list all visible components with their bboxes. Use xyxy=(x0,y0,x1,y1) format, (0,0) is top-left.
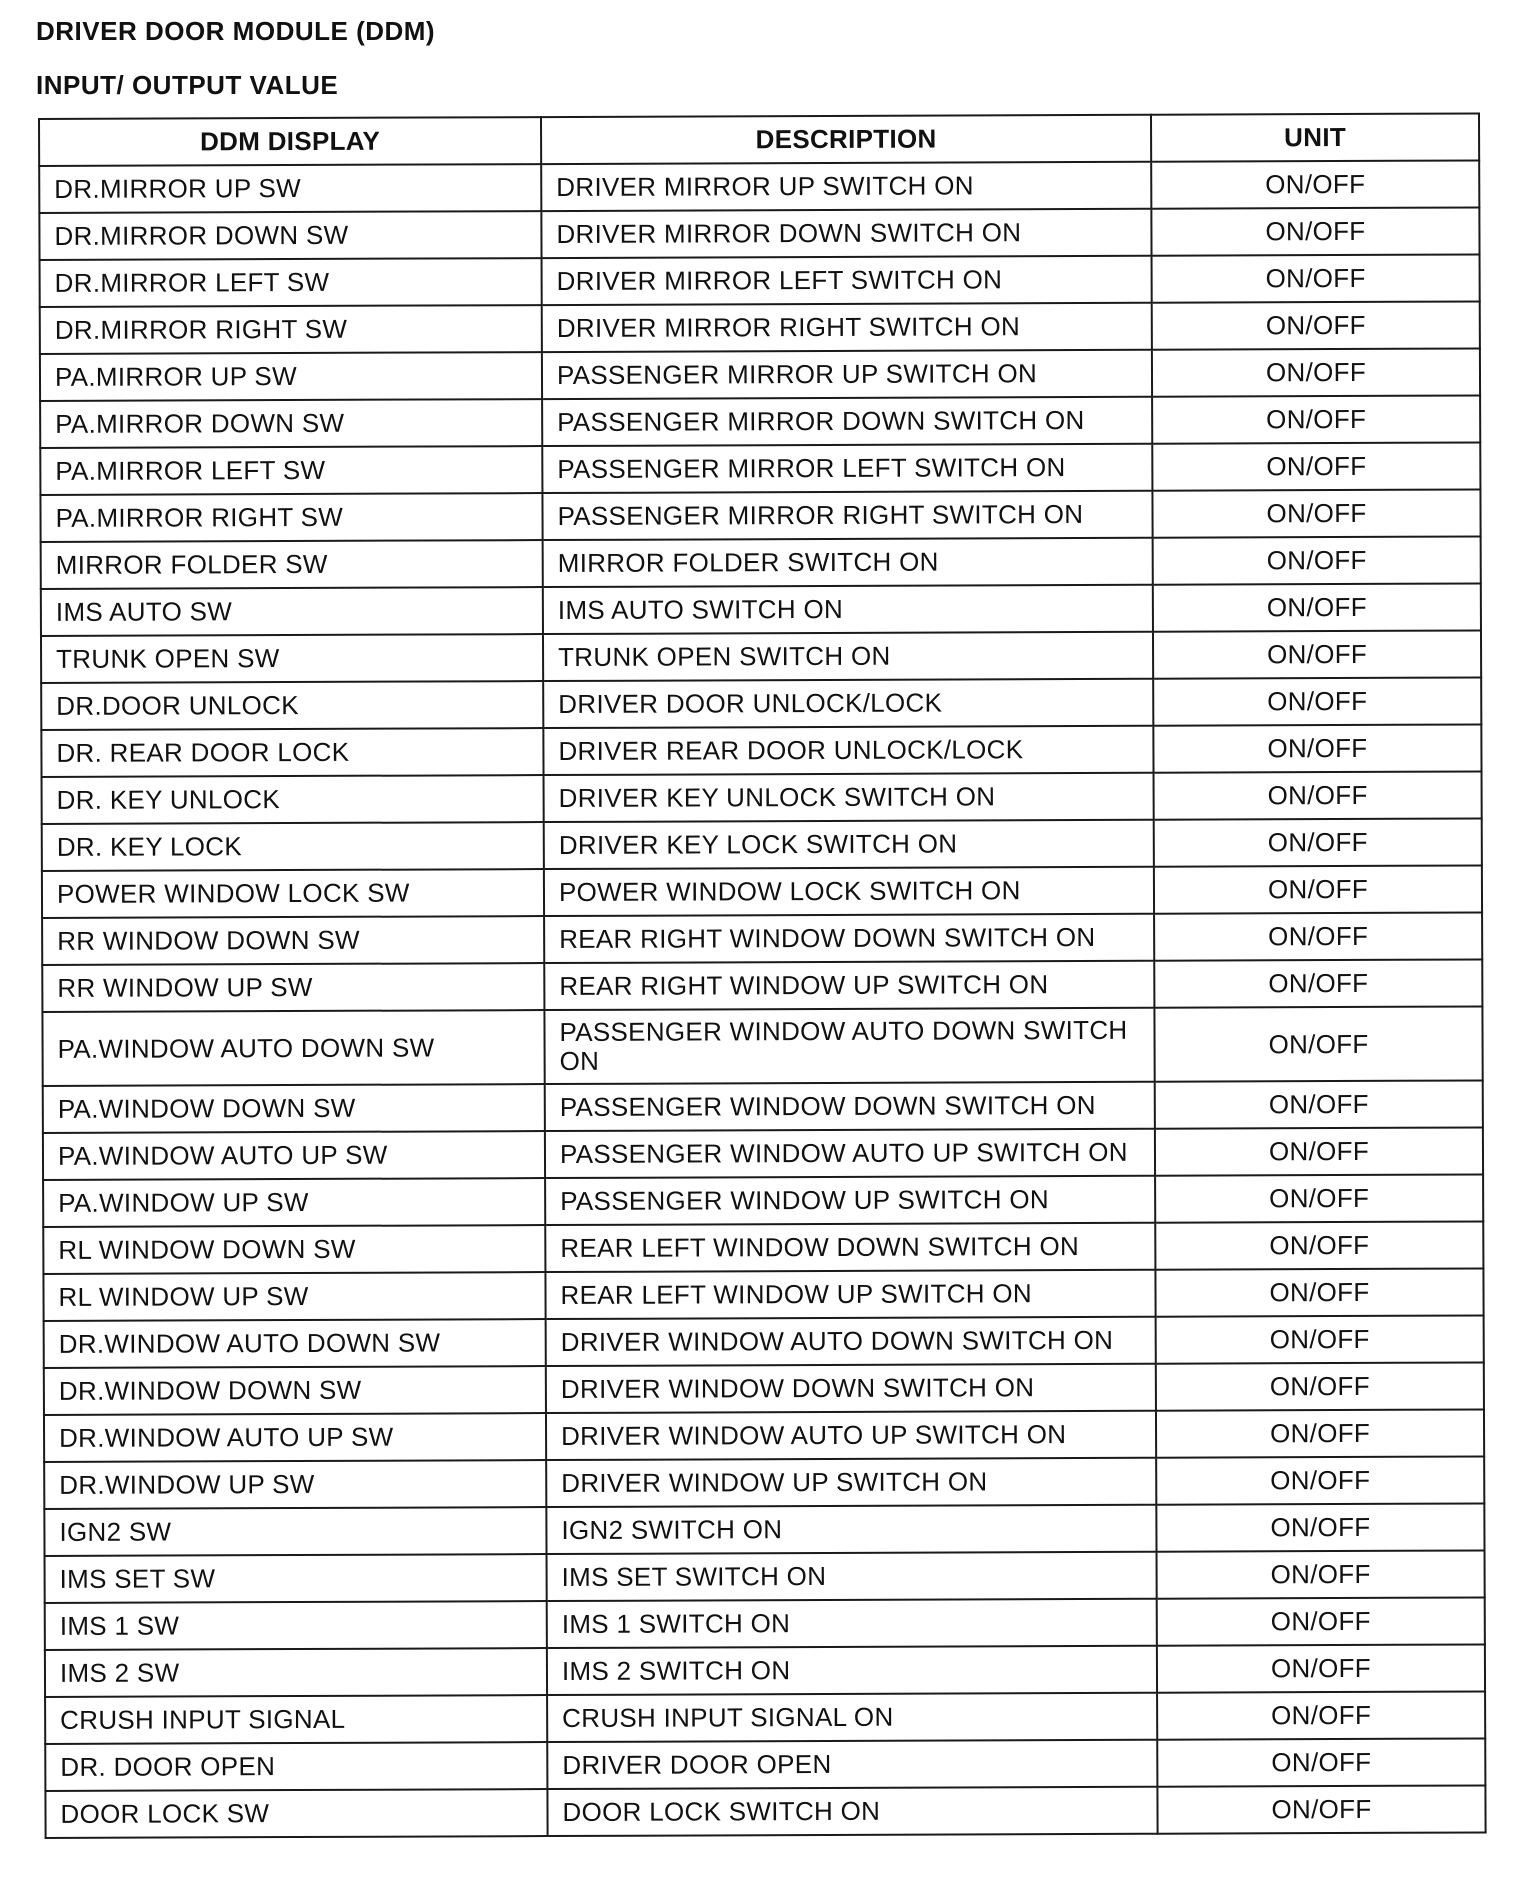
description-cell: DRIVER KEY UNLOCK SWITCH ON xyxy=(544,773,1154,822)
ddm-display-cell: PA.MIRROR UP SW xyxy=(40,352,542,401)
unit-cell: ON/OFF xyxy=(1155,1080,1483,1128)
description-cell: IMS AUTO SWITCH ON xyxy=(543,585,1153,634)
table-row xyxy=(45,1738,1485,1791)
ddm-display-cell: DR.MIRROR LEFT SW xyxy=(40,258,542,307)
description-cell: DRIVER WINDOW UP SWITCH ON xyxy=(546,1458,1156,1507)
table-row xyxy=(44,1456,1484,1509)
unit-cell: ON/OFF xyxy=(1155,1127,1483,1175)
description-cell: PASSENGER WINDOW AUTO UP SWITCH ON xyxy=(545,1129,1155,1178)
table-row xyxy=(41,583,1481,636)
table-row xyxy=(42,959,1482,1012)
description-cell: DRIVER REAR DOOR UNLOCK/LOCK xyxy=(543,726,1153,775)
table-row xyxy=(42,818,1482,871)
unit-cell: ON/OFF xyxy=(1157,1644,1485,1692)
table-header xyxy=(39,113,1479,166)
header-unit: UNIT xyxy=(1151,113,1479,161)
description-cell: DRIVER DOOR OPEN xyxy=(547,1740,1157,1789)
description-cell: DRIVER MIRROR RIGHT SWITCH ON xyxy=(542,303,1152,352)
unit-cell: ON/OFF xyxy=(1153,583,1481,631)
unit-cell: ON/OFF xyxy=(1155,1221,1483,1269)
unit-cell: ON/OFF xyxy=(1154,1006,1482,1081)
header-ddm-display: DDM DISPLAY xyxy=(39,117,541,166)
table-row xyxy=(44,1503,1484,1556)
ddm-display-cell: DR.DOOR UNLOCK xyxy=(41,681,543,730)
description-cell: REAR RIGHT WINDOW DOWN SWITCH ON xyxy=(544,914,1154,963)
table-row xyxy=(44,1409,1484,1462)
ddm-display-cell: DR. KEY LOCK xyxy=(42,822,544,871)
unit-cell: ON/OFF xyxy=(1157,1550,1485,1598)
table-row xyxy=(43,1080,1483,1133)
unit-cell: ON/OFF xyxy=(1153,536,1481,584)
ddm-display-cell: IGN2 SW xyxy=(44,1507,546,1556)
ddm-display-cell: DOOR LOCK SW xyxy=(45,1789,547,1838)
unit-cell: ON/OFF xyxy=(1152,442,1480,490)
unit-cell: ON/OFF xyxy=(1155,1268,1483,1316)
table-row xyxy=(43,1268,1483,1321)
unit-cell: ON/OFF xyxy=(1153,724,1481,772)
unit-cell: ON/OFF xyxy=(1155,1174,1483,1222)
table-row xyxy=(40,395,1480,448)
ddm-display-cell: RR WINDOW UP SW xyxy=(42,963,544,1012)
table-row xyxy=(41,677,1481,730)
unit-cell: ON/OFF xyxy=(1156,1503,1484,1551)
table-row xyxy=(43,1127,1483,1180)
ddm-display-cell: IMS AUTO SW xyxy=(41,587,543,636)
ddm-display-cell: PA.MIRROR RIGHT SW xyxy=(40,493,542,542)
table-row xyxy=(42,912,1482,965)
unit-cell: ON/OFF xyxy=(1153,677,1481,725)
unit-cell: ON/OFF xyxy=(1152,254,1480,302)
table-row xyxy=(45,1644,1485,1697)
description-cell: DRIVER MIRROR UP SWITCH ON xyxy=(541,162,1151,211)
description-cell: IMS 1 SWITCH ON xyxy=(547,1599,1157,1648)
description-cell: PASSENGER MIRROR UP SWITCH ON xyxy=(542,350,1152,399)
table-row xyxy=(39,160,1479,213)
table-row xyxy=(43,1174,1483,1227)
description-cell: PASSENGER WINDOW UP SWITCH ON xyxy=(545,1176,1155,1225)
table-row xyxy=(39,207,1479,260)
unit-cell: ON/OFF xyxy=(1157,1738,1485,1786)
description-cell: DRIVER MIRROR LEFT SWITCH ON xyxy=(542,256,1152,305)
description-cell: IMS 2 SWITCH ON xyxy=(547,1646,1157,1695)
unit-cell: ON/OFF xyxy=(1154,771,1482,819)
table-row xyxy=(41,724,1481,777)
ddm-display-cell: RR WINDOW DOWN SW xyxy=(42,916,544,965)
ddm-display-cell: DR.WINDOW AUTO DOWN SW xyxy=(44,1319,546,1368)
ddm-display-cell: TRUNK OPEN SW xyxy=(41,634,543,683)
ddm-display-cell: DR.WINDOW UP SW xyxy=(44,1460,546,1509)
description-cell: MIRROR FOLDER SWITCH ON xyxy=(543,538,1153,587)
table-header-row xyxy=(39,113,1479,166)
ddm-display-cell: RL WINDOW UP SW xyxy=(43,1272,545,1321)
table-row xyxy=(40,442,1480,495)
description-cell: PASSENGER MIRROR DOWN SWITCH ON xyxy=(542,397,1152,446)
description-cell: DRIVER MIRROR DOWN SWITCH ON xyxy=(541,209,1151,258)
unit-cell: ON/OFF xyxy=(1151,207,1479,255)
description-cell: IMS SET SWITCH ON xyxy=(547,1552,1157,1601)
description-cell: CRUSH INPUT SIGNAL ON xyxy=(547,1693,1157,1742)
ddm-display-cell: PA.WINDOW AUTO DOWN SW xyxy=(42,1010,544,1086)
table-row xyxy=(40,301,1480,354)
ddm-display-cell: PA.WINDOW DOWN SW xyxy=(43,1084,545,1133)
description-cell: DRIVER KEY LOCK SWITCH ON xyxy=(544,820,1154,869)
description-cell: DRIVER WINDOW AUTO UP SWITCH ON xyxy=(546,1411,1156,1460)
description-cell: DOOR LOCK SWITCH ON xyxy=(547,1787,1157,1836)
description-cell: PASSENGER WINDOW DOWN SWITCH ON xyxy=(545,1082,1155,1131)
table-row xyxy=(42,865,1482,918)
ddm-display-cell: IMS SET SW xyxy=(45,1554,547,1603)
ddm-display-cell: POWER WINDOW LOCK SW xyxy=(42,869,544,918)
description-cell: PASSENGER WINDOW AUTO DOWN SWITCH ON xyxy=(544,1008,1154,1084)
description-cell: TRUNK OPEN SWITCH ON xyxy=(543,632,1153,681)
table-row xyxy=(42,771,1482,824)
unit-cell: ON/OFF xyxy=(1157,1785,1485,1833)
unit-cell: ON/OFF xyxy=(1157,1691,1485,1739)
document-title: DRIVER DOOR MODULE (DDM) xyxy=(36,16,436,46)
header-description: DESCRIPTION xyxy=(541,115,1151,164)
description-cell: DRIVER WINDOW DOWN SWITCH ON xyxy=(546,1364,1156,1413)
unit-cell: ON/OFF xyxy=(1152,348,1480,396)
table-row xyxy=(43,1221,1483,1274)
description-cell: DRIVER DOOR UNLOCK/LOCK xyxy=(543,679,1153,728)
table-row xyxy=(44,1362,1484,1415)
ddm-display-cell: DR. REAR DOOR LOCK xyxy=(41,728,543,777)
table-row xyxy=(45,1691,1485,1744)
unit-cell: ON/OFF xyxy=(1154,818,1482,866)
ddm-display-cell: DR.WINDOW AUTO UP SW xyxy=(44,1413,546,1462)
unit-cell: ON/OFF xyxy=(1154,865,1482,913)
table-body xyxy=(39,160,1485,1838)
unit-cell: ON/OFF xyxy=(1152,489,1480,537)
table-row xyxy=(45,1597,1485,1650)
unit-cell: ON/OFF xyxy=(1152,395,1480,443)
description-cell: POWER WINDOW LOCK SWITCH ON xyxy=(544,867,1154,916)
unit-cell: ON/OFF xyxy=(1152,301,1480,349)
unit-cell: ON/OFF xyxy=(1156,1315,1484,1363)
ddm-display-cell: IMS 1 SW xyxy=(45,1601,547,1650)
table-row xyxy=(40,254,1480,307)
description-cell: PASSENGER MIRROR RIGHT SWITCH ON xyxy=(542,491,1152,540)
ddm-display-cell: IMS 2 SW xyxy=(45,1648,547,1697)
unit-cell: ON/OFF xyxy=(1151,160,1479,208)
ddm-display-cell: PA.WINDOW UP SW xyxy=(43,1178,545,1227)
ddm-display-cell: CRUSH INPUT SIGNAL xyxy=(45,1695,547,1744)
table-row xyxy=(40,489,1480,542)
ddm-display-cell: RL WINDOW DOWN SW xyxy=(43,1225,545,1274)
description-cell: DRIVER WINDOW AUTO DOWN SWITCH ON xyxy=(546,1317,1156,1366)
description-cell: REAR RIGHT WINDOW UP SWITCH ON xyxy=(544,961,1154,1010)
unit-cell: ON/OFF xyxy=(1153,630,1481,678)
table-row xyxy=(45,1550,1485,1603)
unit-cell: ON/OFF xyxy=(1156,1456,1484,1504)
table-row xyxy=(45,1785,1485,1838)
ddm-display-cell: DR.MIRROR RIGHT SW xyxy=(40,305,542,354)
ddm-display-cell: DR. DOOR OPEN xyxy=(45,1742,547,1791)
document-subtitle: INPUT/ OUTPUT VALUE xyxy=(36,70,339,100)
unit-cell: ON/OFF xyxy=(1154,959,1482,1007)
ddm-display-cell: PA.MIRROR LEFT SW xyxy=(40,446,542,495)
table-row xyxy=(41,536,1481,589)
ddm-display-cell: DR. KEY UNLOCK xyxy=(42,775,544,824)
unit-cell: ON/OFF xyxy=(1156,1362,1484,1410)
unit-cell: ON/OFF xyxy=(1157,1597,1485,1645)
ddm-display-cell: PA.WINDOW AUTO UP SW xyxy=(43,1131,545,1180)
ddm-display-cell: PA.MIRROR DOWN SW xyxy=(40,399,542,448)
ddm-display-cell: DR.MIRROR DOWN SW xyxy=(39,211,541,260)
table-row xyxy=(41,630,1481,683)
table-row xyxy=(42,1006,1482,1086)
table-row xyxy=(44,1315,1484,1368)
description-cell: REAR LEFT WINDOW DOWN SWITCH ON xyxy=(545,1223,1155,1272)
unit-cell: ON/OFF xyxy=(1156,1409,1484,1457)
io-value-table xyxy=(38,112,1487,1839)
description-cell: REAR LEFT WINDOW UP SWITCH ON xyxy=(545,1270,1155,1319)
ddm-display-cell: DR.MIRROR UP SW xyxy=(39,164,541,213)
table-row xyxy=(40,348,1480,401)
unit-cell: ON/OFF xyxy=(1154,912,1482,960)
ddm-display-cell: DR.WINDOW DOWN SW xyxy=(44,1366,546,1415)
description-cell: PASSENGER MIRROR LEFT SWITCH ON xyxy=(542,444,1152,493)
description-cell: IGN2 SWITCH ON xyxy=(546,1505,1156,1554)
ddm-display-cell: MIRROR FOLDER SW xyxy=(41,540,543,589)
